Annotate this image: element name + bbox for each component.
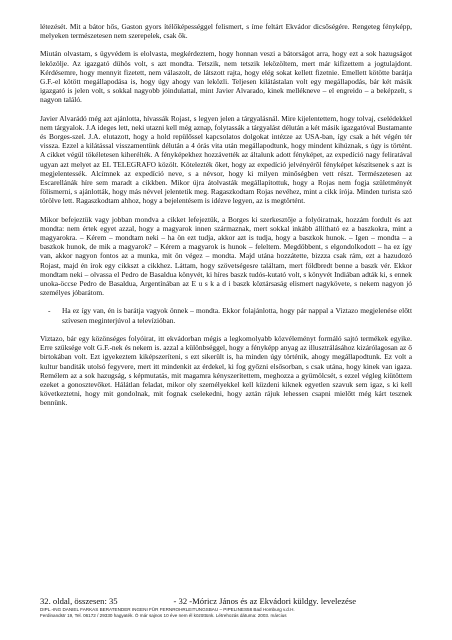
paragraph: Miután olvastam, s ügyvédem is elolvasta, megkérdeztem, hogy honnan veszi a bátorságot arra, hogy ezt a sok hazugságot leközölje. Az igazgató dühös volt, s azt mondta. Tetszik, nem tetszik leközöltem, mert már kifizettem a jogtulajdont. Kérdésemre, hogy mennyit fizetett, nem válaszolt, de látszott rajta, hogy elég sokat kellett fizetnie. Emellett kötötte barátja G.F.-el kötött megállapodása is, hogy úgy ahogy van leközli. Teljesen kilátástalan volt egy megállapodás, bár két másik igazgató is jelen volt, s sokkal nagyobb jóindulattal, mint Javier Alvarado, kinek mellékneve – el engreido – a beképzelt, s nagyon találó. [40,49,412,105]
document-title: - 32 -Móricz János és az Ekvádori küldgy. levelezése [173,596,357,606]
footer-page-info [40,596,412,607]
footer-address-line: Ferdinandstr 19, Tel. 06172 / 29330 hagyaték. Ó már sajnos 10 éve nem él közöttünk. Létrehozás dátuma: 2003. március [40,613,287,618]
paragraph: létezését. Mit a bátor hős, Gaston gyors ítélőképességgel felismert, s íme feltárt Ekvádor dicsőségére. Rengeteg fényképp, melyeken természetesen nem szerepelek, csak ők. [40,22,412,41]
bullet-item: - Ha ez így van, én is barátja vagyok önnek – mondta. Ekkor folajánlotta, hogy pár nappal a Viztazo megjelenése előtt szívesen meginterjúvol a televízióban. [54,306,412,324]
page-count: 32. oldal, összesen: 35 [40,596,118,606]
document-body [40,22,412,408]
footer-company-line: DIPL.-ING DANIEL FARKAS BERATENDER INGENI FÜR FERNROHRLEITUNGSBAU – PIPELINES58 Bad Homburg v.d.H. [40,607,295,612]
paragraph: Mikor befejeztük vagy jobban mondva a cikket lefejeztük, a Borges ki szerkesztője a folyóiratnak, hozzám fordult és azt mondta: nem értek egyet azzal, hogy a magyarok innen származnak, mert sokkal inkább állítható ez a baszkokra, mint a magyarokra. – Kérem – mondtam neki – ha ön ezt tudja, akkor azt is tudja, hogy a baszkok hunok. – Igen – mondta – a baszkok hunok, de mik a magyarok? – Kérem a magyarok is hunok – feleltem. Megdöbbent, s elgondolkodott – ha ez így van, akkor nagyon fontos az a munka, mit ön végez – mondta. Majd utána hozzátette, bizzza csak rám, ezt a hazudozó Rojast, majd én írok egy cikkszt a cikkhez. Láttam, hogy szövetségesre találtam, mert földbredt benne a baszk vér. Ekkor mondtam neki – olvassa el Pedro de Basaldua könyvét, ki híres baszk tudós-kutató volt, s könyvét Indiában adták ki, s ennek unoka-öccse Pedro de Basaldua, Argentínában az E u s k a d i baszk köztársaság elismert nagykövete, s nekem nagyon jó személyes jóbarátom. [40,214,412,298]
page-footer [40,596,412,619]
paragraph: Viztazo, bár egy közönséges folyóirat, itt ekvádorban mégis a legkomolyabb közvéleményt formáló sajtó termékek egyike. Erre szüksége volt G.F.-nek és nekem is. azzal a különbséggel, hogy a fényképp anyag az illusztrálásához kizárólagosan az ő birtokában volt. Ezt igyekeztem kiképszeríteni, s ezt sikerült is, ha minden úgy történik, ahogy megállapodtunk. Ez volt a kultur banditák utolsó fegyvere, mert itt mindenkit az érdekel, ki fog győzni elsősorban, s csak utána, hogy kinek van igaza. Remélem az a sok hazugság, s képmutatás, mit magamra kényszerítettem, meghozza a gyümölcsét, s ezzel végleg kiütöttem ezeket a gonosztevőket. Hálátlan feladat, mikor oly személyekkel kell küzdeni kiknek egyetlen szavuk sem igaz, s ki kell következtetni, hogy mit gondolnak, mit fognak cselekedni, hogy aztán rájuk lehessen csapni mielőtt még kárt tesznek bennünk. [40,333,412,408]
bullet-list [40,306,412,324]
paragraph: Javier Alvarádó még azt ajánlotta, hívassák Rojast, s legyen jelen a tárgyalásnál. Mire kijelentettem, hogy tolvaj, cselédekkel nem tárgyalok. J.A ideges lett, neki utazni kell még aznap, folytassák a tárgyalást délután a két másik igazgatóval Bustamante és Borges-szel. J.A. elutazott, hogy a hold repülőssel kapcsolatos dolgokat intézze az USA-ban, így csak a hét végén tér vissza. Ezzel a kilátással visszamentünk délután a 4 órás vita után megállapodtunk, hogy mindent kihúznak, s úgy is történt. A cikket végül tökéletesen kiherélték. A fényképekhez hozzávették az általunk adott fényképet, az expedíció nagy feliratával ugyan azt melyet az EL TELEGRAFO közölt. Kötelezték őket, hogy az expedíció jelvényérõl fényképet készítsenek s azt is megjelentessék. Alcímnek az expedíció neve, s a névsor, hogy ki milyen minőségben vett részt. Természetesen az Escarellánák híre sem maradt a cikkben. Mikor újra átolvasták megállapítottuk, hogy a Rojas nem fogja születményét fölismerni, s ajánlották, hogy más névvel jelentetik meg. Ragaszkodtam Rojas nevéhez, mint a cikk írója. Minden turista szó törölve lett. Ragaszkodtam ahhoz, hogy a bejelentésem is idézve legyen, az is megtörtént. [40,113,412,206]
